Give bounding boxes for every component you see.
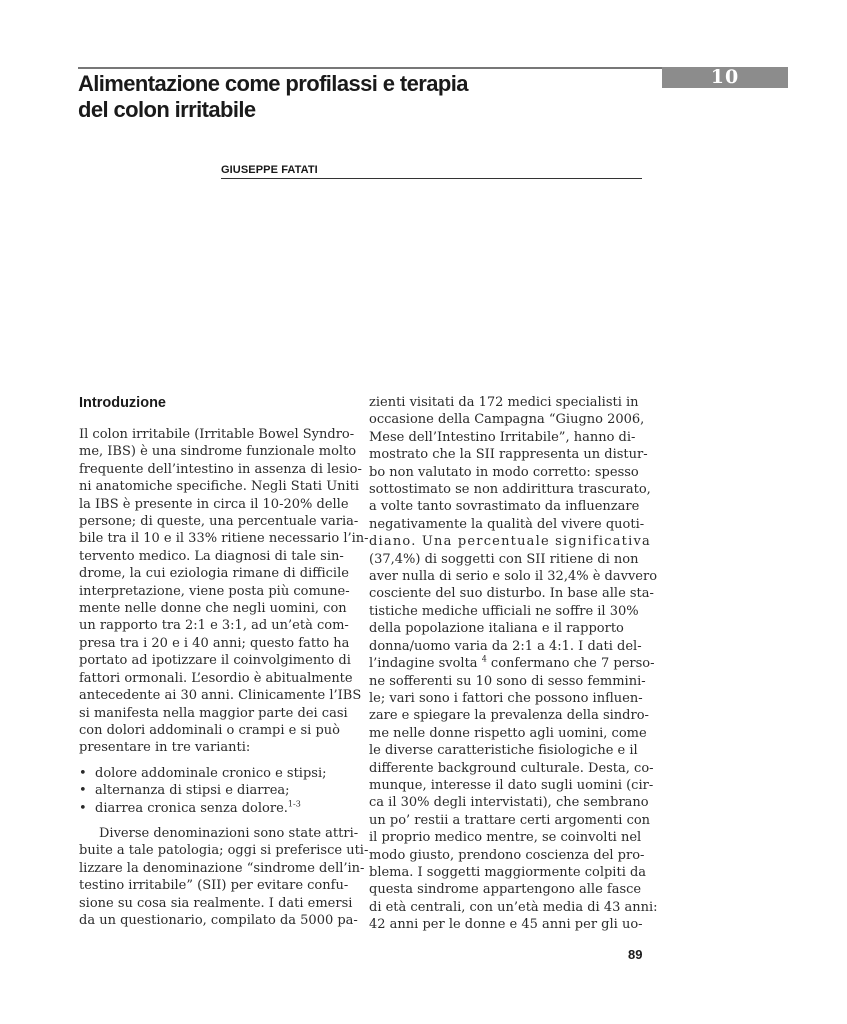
text-line: il proprio medico mentre, se coinvolti nel	[369, 830, 642, 846]
text-line: con dolori addominali o crampi e si può	[79, 722, 340, 738]
text-line: differente background culturale. Desta, co-	[369, 760, 654, 776]
text-line: zienti visitati da 172 medici specialisti in	[369, 395, 639, 410]
text-line: un po’ restii a trattare certi argomenti con	[369, 812, 651, 828]
list-item: • dolore addominale cronico e stipsi;	[79, 765, 353, 782]
text-line: da un questionario, compilato da 5000 pa-	[79, 912, 358, 928]
text-line: ca il 30% degli intervistati), che sembrano	[369, 795, 649, 811]
text-line: portato ad ipotizzare il coinvolgimento di	[79, 653, 351, 669]
denominations-paragraph	[79, 825, 369, 929]
author-rule	[221, 178, 642, 179]
left-column	[79, 394, 369, 929]
text-line: di età centrali, con un’età media di 43 anni:	[369, 899, 658, 915]
text-line: bo non valutato in modo corretto: spesso	[369, 464, 639, 480]
list-item: • alternanza di stipsi e diarrea;	[79, 782, 353, 799]
right-column	[369, 394, 658, 934]
chapter-title-line-2: del colon irritabile	[78, 97, 256, 122]
chapter-number-tab: 10	[662, 67, 788, 88]
text-line: modo giusto, prendono coscienza del pro-	[369, 847, 645, 863]
reference-superscript: 4	[481, 654, 487, 664]
text-line: drome, la cui eziologia rimane di difficile	[79, 566, 349, 582]
text-line: presa tra i 20 e i 40 anni; questo fatto ha	[79, 635, 350, 651]
text-line: l’indagine svolta $^4$ confermano che 7 perso-	[369, 654, 655, 672]
text-line: questa sindrome appartengono alle fasce	[369, 882, 642, 898]
text-line: cosciente del suo disturbo. In base alle sta-	[369, 586, 654, 602]
text-line: sottostimato se non addirittura trascurato,	[369, 482, 651, 498]
text-line: buite a tale patologia; oggi si preferisce uti-	[79, 843, 369, 859]
section-heading: Introduzione	[79, 395, 166, 411]
text-line: diano. Una percentuale significativa	[369, 534, 651, 550]
text-line: interpretazione, viene posta più comune-	[79, 583, 350, 599]
text-line: le; vari sono i fattori che possono influen-	[369, 690, 643, 706]
list-item: • diarrea cronica senza dolore.$^{1-3}$	[79, 800, 353, 817]
text-line: me nelle donne rispetto agli uomini, come	[369, 725, 647, 741]
intro-paragraph	[79, 426, 369, 757]
text-line: occasione della Campagna “Giugno 2006,	[369, 412, 645, 428]
text-line: persone; di queste, una percentuale varia-	[79, 514, 359, 530]
text-line: blema. I soggetti maggiormente colpiti da	[369, 864, 647, 880]
page-number: 89	[628, 947, 643, 962]
text-line: a volte tanto sovrastimato da influenzare	[369, 499, 640, 515]
text-line: tervento medico. La diagnosi di tale sin-	[79, 548, 344, 564]
text-line: bile tra il 10 e il 33% ritiene necessario l’in-	[79, 531, 369, 547]
text-line: ne sofferenti su 10 sono di sesso femmini-	[369, 673, 646, 689]
text-line: Diverse denominazioni sono state attri-	[99, 825, 359, 841]
text-line: della popolazione italiana e il rapporto	[369, 621, 624, 637]
text-line: la IBS è presente in circa il 10-20% delle	[79, 496, 349, 512]
text-line: mostrato che la SII rappresenta un distur-	[369, 447, 648, 463]
text-line: me, IBS) è una sindrome funzionale molto	[79, 444, 357, 460]
text-line: ni anatomiche specifiche. Negli Stati Uniti	[79, 479, 360, 495]
text-line: tistiche mediche ufficiali ne soffre il 30%	[369, 603, 639, 619]
text-line: frequente dell’intestino in assenza di lesio-	[79, 461, 362, 477]
text-line: zare e spiegare la prevalenza della sindro-	[369, 708, 649, 724]
text-line: presentare in tre varianti:	[79, 740, 251, 756]
text-line: aver nulla di serio e solo il 32,4% è davvero	[369, 569, 658, 585]
chapter-title-line-1: Alimentazione come profilassi e terapia	[78, 71, 468, 96]
text-line: le diverse caratteristiche fisiologiche e il	[369, 743, 638, 759]
text-line: sione su cosa sia realmente. I dati emersi	[79, 895, 353, 911]
reference-superscript: 1-3	[287, 799, 301, 809]
text-line: si manifesta nella maggior parte dei casi	[79, 705, 348, 721]
text-line: un rapporto tra 2:1 e 3:1, ad un’età com-	[79, 618, 349, 634]
text-line: antecedente ai 30 anni. Clinicamente l’IBS	[79, 688, 362, 704]
text-line: donna/uomo varia da 2:1 a 4:1. I dati del-	[369, 638, 642, 654]
author-name: GIUSEPPE FATATI	[221, 164, 318, 176]
text-line: lizzare la denominazione “sindrome dell’in-	[79, 860, 365, 876]
text-line: testino irritabile” (SII) per evitare confu-	[79, 878, 349, 894]
text-line: mente nelle donne che negli uomini, con	[79, 601, 347, 617]
variants-list	[79, 765, 353, 817]
text-line: (37,4%) di soggetti con SII ritiene di non	[369, 551, 639, 567]
text-line: negativamente la qualità del vivere quoti-	[369, 516, 645, 532]
text-line: fattori ormonali. L’esordio è abitualmente	[79, 670, 353, 686]
text-line: munque, interesse il dato sugli uomini (cir-	[369, 777, 654, 793]
text-line: 42 anni per le donne e 45 anni per gli uo-	[369, 917, 643, 933]
text-line: Mese dell’Intestino Irritabile”, hanno di-	[369, 429, 636, 445]
chapter-title	[78, 71, 598, 123]
text-line: Il colon irritabile (Irritable Bowel Syndro-	[79, 427, 355, 442]
